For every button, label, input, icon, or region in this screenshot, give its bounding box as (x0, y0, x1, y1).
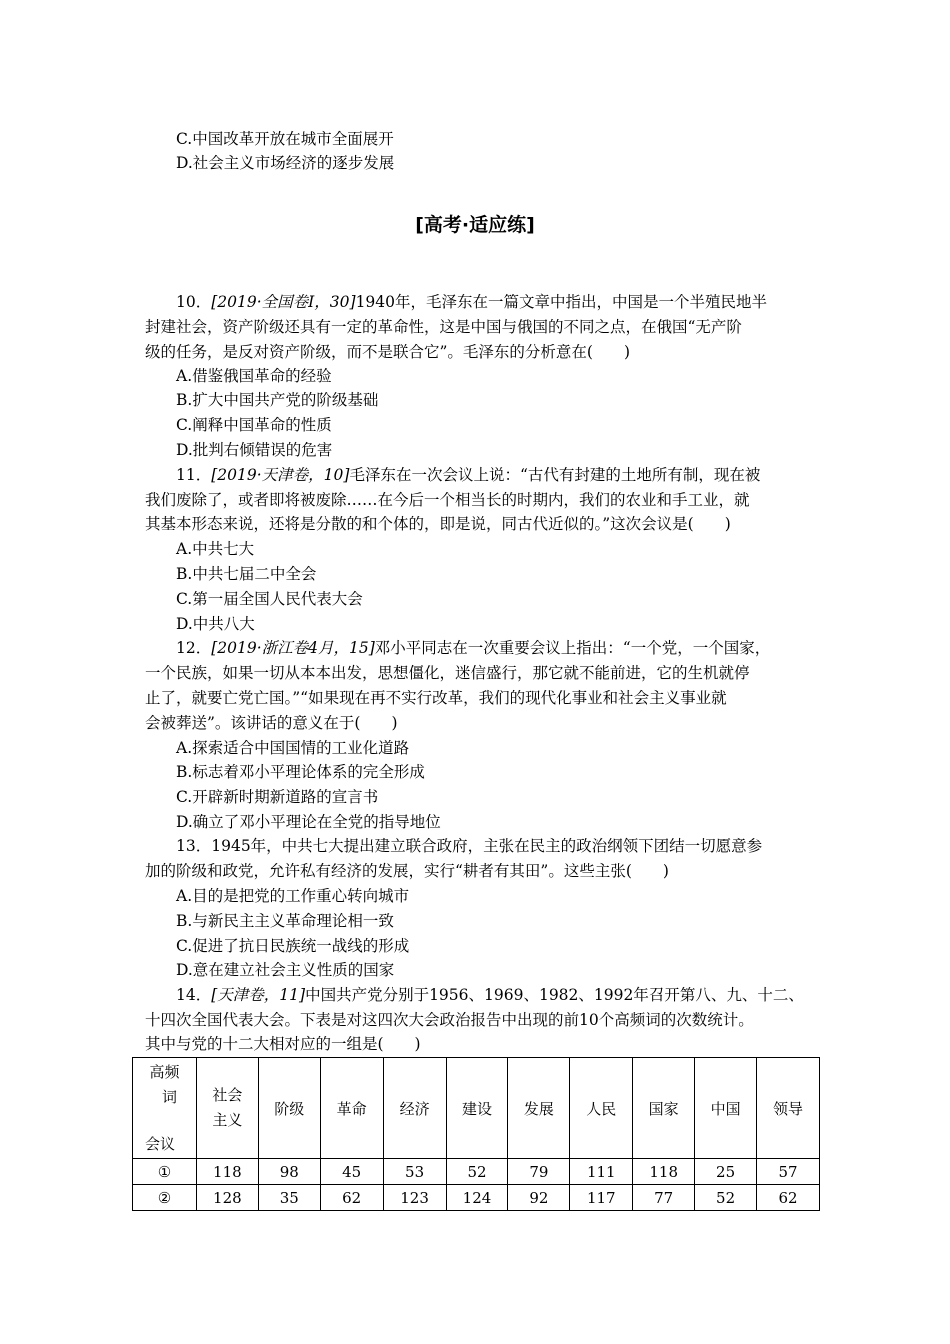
q11-option-c: C.第一届全国人民代表大会 (176, 590, 363, 608)
q13-option-a: A.目的是把党的工作重心转向城市 (176, 887, 410, 905)
q13-line-1 (176, 834, 856, 858)
q14-number: 14． (176, 986, 212, 1004)
table-cell: 62 (320, 1185, 383, 1211)
q11-number: 11． (176, 466, 212, 484)
q14-text-1: 中国共产党分别于1956、1969、1982、1992年召开第八、九、十二、 (305, 986, 804, 1004)
q12-line-4: 会被葬送”。该讲话的意义在于( ) (145, 714, 398, 732)
table-header-cell: 发展 (508, 1058, 570, 1159)
q14-line-2: 十四次全国代表大会。下表是对这四次大会政治报告中出现的前10个高频词的次数统计。 (145, 1011, 754, 1029)
q10-text-1: 1940年，毛泽东在一篇文章中指出，中国是一个半殖民地半 (355, 293, 768, 311)
q11-option-d: D.中共八大 (176, 615, 255, 633)
table-cell: 52 (446, 1159, 508, 1185)
q11-line-2: 我们废除了，或者即将被废除……在今后一个相当长的时期内，我们的农业和手工业，就 (145, 491, 750, 509)
q13-option-c: C.促进了抗日民族统一战线的形成 (176, 937, 410, 955)
q12-line-3: 止了，就要亡党亡国。”“如果现在再不实行改革，我们的现代化事业和社会主义事业就 (145, 689, 727, 707)
table-cell: 77 (633, 1185, 695, 1211)
q14-source: [天津卷，11] (211, 986, 306, 1004)
table-cell: 35 (258, 1185, 320, 1211)
q13-line-2: 加的阶级和政党，允许私有经济的发展，实行“耕者有其田”。这些主张( ) (145, 862, 669, 880)
q12-number: 12． (176, 639, 212, 657)
table-cell: 52 (695, 1185, 757, 1211)
table-header-cell: 领导 (757, 1058, 820, 1159)
q11-source: [2019·天津卷，10] (211, 466, 350, 484)
table-cell: 92 (508, 1185, 570, 1211)
q13-text-1: 1945年，中共七大提出建立联合政府，主张在民主的政治纲领下团结一切愿意参 (211, 837, 763, 855)
table-cell: 111 (570, 1159, 633, 1185)
table-cell: 118 (196, 1159, 258, 1185)
table-cell: 53 (383, 1159, 446, 1185)
q11-text-1: 毛泽东在一次会议上说：“古代有封建的土地所有制，现在被 (349, 466, 761, 484)
q13-option-b: B.与新民主主义革命理论相一致 (176, 912, 394, 930)
table-cell: 62 (757, 1185, 820, 1211)
row-label: ② (133, 1185, 197, 1211)
q10-line-1 (176, 290, 856, 314)
table-header-cell: 国家 (633, 1058, 695, 1159)
q14-line-1 (176, 983, 856, 1007)
row-label: ① (133, 1159, 197, 1185)
q10-line-3: 级的任务，是反对资产阶级，而不是联合它”。毛泽东的分析意在( ) (145, 343, 631, 361)
table-header-cell: 人民 (570, 1058, 633, 1159)
table-header-cell: 社会主义 (196, 1058, 258, 1159)
table-cell: 79 (508, 1159, 570, 1185)
q11-line-3: 其基本形态来说，还将是分散的和个体的，即是说，同古代近似的。”这次会议是( ) (145, 515, 731, 533)
section-title: [高考·适应练] (415, 214, 535, 236)
corner-label-bottom: 会议 (145, 1134, 176, 1153)
corner-label-mid: 词 (161, 1087, 177, 1106)
table-row (133, 1185, 820, 1211)
table-cell: 124 (446, 1185, 508, 1211)
table-header-cell: 阶级 (258, 1058, 320, 1159)
prev-option-c: C.中国改革开放在城市全面展开 (176, 130, 394, 148)
q14-line-3: 其中与党的十二大相对应的一组是( ) (145, 1035, 421, 1053)
table-header-cell: 中国 (695, 1058, 757, 1159)
table-header-cell: 建设 (446, 1058, 508, 1159)
q12-line-2: 一个民族，如果一切从本本出发，思想僵化，迷信盛行，那它就不能前进，它的生机就停 (145, 664, 750, 682)
table-cell: 45 (320, 1159, 383, 1185)
q10-number: 10． (176, 293, 212, 311)
q13-number: 13． (176, 837, 212, 855)
table-cell: 128 (196, 1185, 258, 1211)
table-cell: 117 (570, 1185, 633, 1211)
q12-option-c: C.开辟新时期新道路的宣言书 (176, 788, 379, 806)
table-cell: 57 (757, 1159, 820, 1185)
prev-option-d: D.社会主义市场经济的逐步发展 (176, 154, 395, 172)
q10-option-a: A.借鉴俄国革命的经验 (176, 367, 332, 385)
q12-option-b: B.标志着邓小平理论体系的完全形成 (176, 763, 425, 781)
q12-option-a: A.探索适合中国国情的工业化道路 (176, 739, 410, 757)
table-cell: 118 (633, 1159, 695, 1185)
corner-label-top: 高频 (149, 1062, 180, 1081)
q11-option-b: B.中共七届二中全会 (176, 565, 317, 583)
q10-line-2: 封建社会，资产阶级还具有一定的革命性，这是中国与俄国的不同之点，在俄国“无产阶 (145, 318, 742, 336)
q12-source: [2019·浙江卷4月，15] (211, 639, 375, 657)
table-cell: 25 (695, 1159, 757, 1185)
table-header-cell: 革命 (320, 1058, 383, 1159)
q13-option-d: D.意在建立社会主义性质的国家 (176, 961, 395, 979)
q10-option-c: C.阐释中国革命的性质 (176, 416, 332, 434)
q11-option-a: A.中共七大 (176, 540, 255, 558)
q12-line-1 (176, 636, 856, 660)
q10-option-b: B.扩大中国共产党的阶级基础 (176, 391, 379, 409)
q11-line-1 (176, 463, 856, 487)
q12-option-d: D.确立了邓小平理论在全党的指导地位 (176, 813, 441, 831)
table-cell: 123 (383, 1185, 446, 1211)
table-corner-cell (133, 1058, 197, 1159)
q10-option-d: D.批判右倾错误的危害 (176, 441, 333, 459)
table-header-row (133, 1058, 820, 1159)
table-header-cell: 经济 (383, 1058, 446, 1159)
table-row (133, 1159, 820, 1185)
table-cell: 98 (258, 1159, 320, 1185)
frequency-table (132, 1057, 820, 1211)
q10-source: [2019·全国卷Ⅰ，30] (211, 293, 356, 311)
q12-text-1: 邓小平同志在一次重要会议上指出：“一个党，一个国家， (374, 639, 771, 657)
